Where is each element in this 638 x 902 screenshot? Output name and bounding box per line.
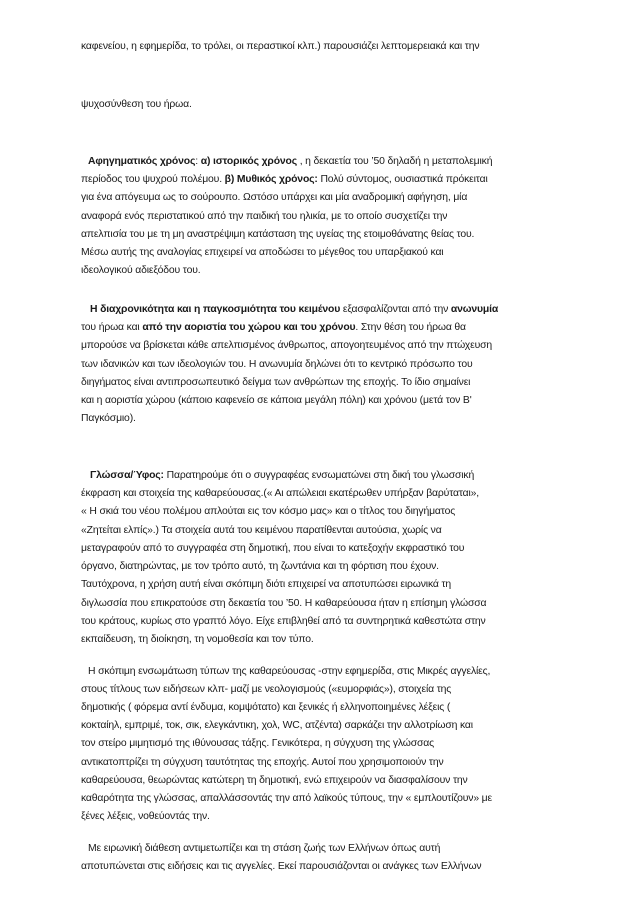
paragraph-line: διηγήματος είναι αντιπροσωπευτικό δείγμα των ανθρώπων της εποχής. Το ίδιο σημαίνει [81, 377, 471, 388]
paragraph-line: διγλωσσία που επικρατούσε στη δεκαετία του ’50. Η καθαρεύουσα ήταν η επίσημη γλώσσα [81, 598, 487, 609]
paragraph-line: δημοτικής ( φόρεμα αντί ένδυμα, κομψότατο) και ξενικές ή ελληνοποιημένες λέξεις ( [81, 702, 451, 713]
narrative-time-label: Αφηγηματικός χρόνος [88, 156, 196, 167]
paragraph-line: μεταγραφούν από το συγγραφέα στη δημοτική, που είναι το κατεξοχήν εκφραστικό του [81, 543, 465, 554]
language-line-1: Γλώσσα/Ύφος: Παρατηρούμε ότι ο συγγραφέας ενσωματώνει στη δική του γλωσσική [90, 470, 475, 481]
paragraph-line: ιδεολογικού αδιεξόδου του. [81, 265, 201, 276]
paragraph-line: καφενείου, η εφημερίδα, το τρόλει, οι περαστικοί κλπ.) παρουσιάζει λεπτομερειακά και την [81, 41, 480, 52]
paragraph-line: αποτυπώνεται στις ειδήσεις και τις αγγελίες. Εκεί παρουσιάζονται οι ανάγκες των Ελλήνων [81, 861, 482, 872]
paragraph-line: ψυχοσύνθεση του ήρωα. [81, 99, 192, 110]
paragraph-line: των ιδανικών και των ιδεολογιών του. Η ανωνυμία δηλώνει ότι το κεντρικό πρόσωπο του [81, 359, 473, 370]
paragraph-line: για ένα απόγευμα ως το σούρουπο. Ωστόσο υπάρχει και μία αναδρομική αφήγηση, μία [81, 192, 468, 203]
paragraph-line: Ταυτόχρονα, η χρήση αυτή είναι σκόπιμη διότι επιχειρεί να αποτυπώσει ειρωνικά τη [81, 579, 452, 590]
paragraph-line: στους τίτλους των ειδήσεων κλπ- μαζί με νεολογισμούς («ευμορφιάς»), στοιχεία της [81, 684, 452, 695]
paragraph-line: « Η σκιά του νέου πολέμου απλούται εις τον κόσμο μας» και ο τίτλος του διηγήματος [81, 506, 456, 517]
paragraph-line: κοκταίηλ, εμπριμέ, τοκ, σικ, ελεγκάντικη, χολ, WC, ατζέντα) σαρκάζει την αλλοτρίωση και [81, 720, 473, 731]
paragraph-line: αναφορά ενός περιστατικού από την παιδική του ηλικία, με το οποίο συσχετίζει την [81, 211, 448, 222]
language-style-label: Γλώσσα/Ύφος: [90, 470, 164, 481]
paragraph-line: «Ζητείται ελπίς».) Τα στοιχεία αυτά του κειμένου παρατίθενται αυτούσια, χωρίς να [81, 525, 442, 536]
historical-time-label: α) ιστορικός χρόνος [200, 156, 297, 167]
paragraph-line: έκφραση και στοιχεία της καθαρεύουσας.(« Αι απώλειαι εκατέρωθεν υπήρξαν βαρύταται», [81, 488, 480, 499]
mythical-time-label: β) Μυθικός χρόνος: [224, 174, 318, 185]
paragraph-line: του κράτους, κυρίως στο γραπτό λόγο. Είχε επιβληθεί από τα συντηρητικά καθεστώτα στην [81, 616, 486, 627]
paragraph-line: απελπισία του με τη μη αναστρέψιμη κατάσταση της υγείας της ετοιμοθάνατης θείας του. [81, 229, 475, 240]
paragraph-line: μπορούσε να βρίσκεται κάθε απελπισμένος άνθρωπος, απογοητευμένος από την πτώχευση [81, 340, 493, 351]
paragraph-line: καθαρεύουσα, θεωρώντας κατώτερη τη δημοτική, ενώ επιχειρούν να διασφαλίσουν την [81, 775, 468, 786]
paragraph-line: αντικατοπτρίζει τη σύγχυση ταυτότητας της εποχής. Αυτοί που χρησιμοποιούν την [81, 757, 444, 768]
paragraph-line: Μέσω αυτής της αναλογίας επιχειρεί να αποδώσει το μέγεθος του υπαρξιακού και [81, 247, 444, 258]
paragraph-line: Με ειρωνική διάθεση αντιμετωπίζει και τη στάση ζωής των Ελλήνων όπως αυτή [88, 843, 441, 854]
paragraph-line: τον στείρο μιμητισμό της ιθύνουσας τάξης. Γενικότερα, η σύγχυση της γλώσσας [81, 738, 434, 749]
narrative-time-line-1: Αφηγηματικός χρόνος: α) ιστορικός χρόνος , η δεκαετία του ’50 δηλαδή η μεταπολεμική [88, 156, 493, 167]
paragraph-line: εκπαίδευση, τη διοίκηση, τη νομοθεσία και τον τύπο. [81, 634, 314, 645]
timelessness-line-2: του ήρωα και από την αοριστία του χώρου και του χρόνου. Στην θέση του ήρωα θα [81, 322, 466, 333]
paragraph-line: και η αοριστία χώρου (κάποιο καφενείο σε κάποια μεγάλη πόλη) και χρόνου (μετά τον Β' [81, 395, 472, 406]
paragraph-line: ξένες λέξεις, νοθεύοντάς την. [81, 811, 210, 822]
paragraph-line: όργανο, διατηρώντας, με τον τρόπο αυτό, τη ζωντάνια και τη φόρτιση που έχουν. [81, 561, 439, 572]
paragraph-line: Η σκόπιμη ενσωμάτωση τύπων της καθαρεύουσας -στην εφημερίδα, στις Μικρές αγγελίες, [88, 666, 491, 677]
paragraph-line: καθαρότητα της γλώσσας, απαλλάσσοντάς την από λαϊκούς τύπους, την « εμπλουτίζουν» με [81, 793, 493, 804]
timelessness-line-1: Η διαχρονικότητα και η παγκοσμιότητα του κειμένου εξασφαλίζονται από την ανωνυμία [90, 304, 499, 315]
paragraph-line: Παγκόσμιο). [81, 413, 136, 424]
narrative-time-line-2: περίοδος του ψυχρού πολέμου. β) Μυθικός χρόνος: Πολύ σύντομος, ουσιαστικά πρόκειται [81, 174, 488, 185]
